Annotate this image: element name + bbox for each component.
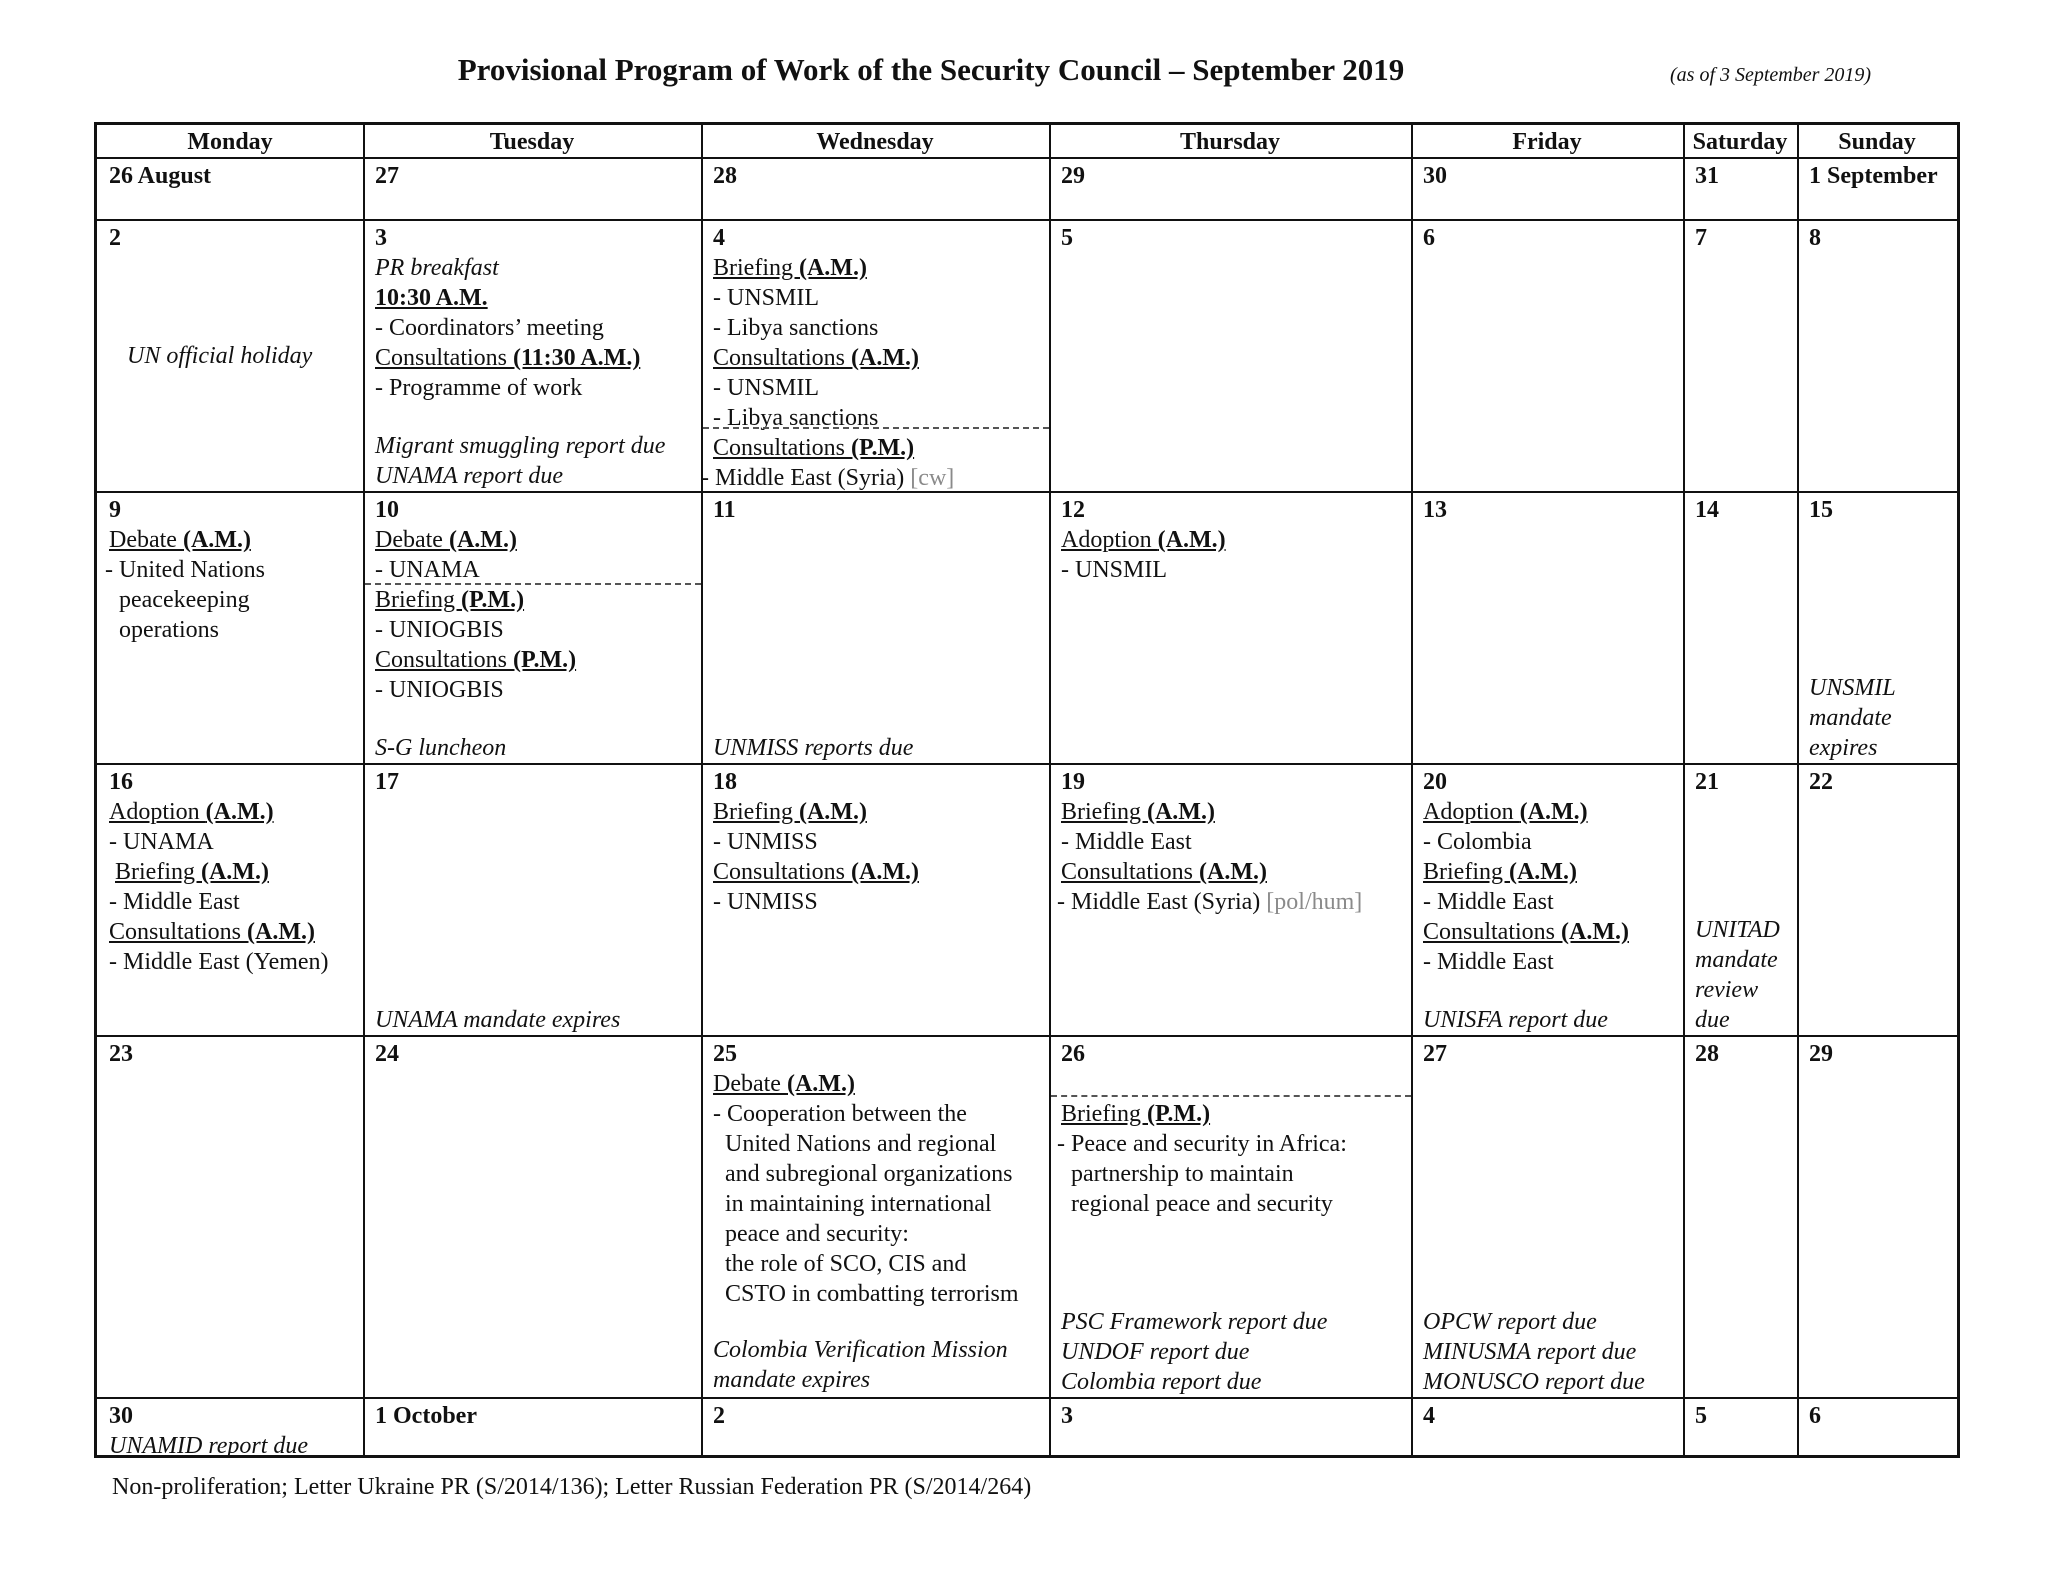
event-time: (A.M.) bbox=[851, 345, 919, 371]
event-type: Consultations bbox=[713, 859, 852, 885]
event-item: - Middle East bbox=[1423, 889, 1554, 915]
report-note: Migrant smuggling report due bbox=[375, 433, 666, 459]
event-item: - UNMISS bbox=[713, 889, 818, 915]
event-item: - Middle East bbox=[1423, 949, 1554, 975]
event-time: (P.M.) bbox=[851, 435, 915, 461]
event-item: - UNIOGBIS bbox=[375, 617, 504, 643]
day-cell-oct-6: 6 bbox=[1809, 1403, 1821, 1429]
day-number: 18 bbox=[713, 769, 737, 795]
report-note: UNAMA report due bbox=[375, 463, 563, 489]
day-number: 25 bbox=[713, 1041, 737, 1067]
day-cell-13: 13 bbox=[1423, 497, 1447, 523]
event-time: (A.M.) bbox=[1519, 799, 1588, 825]
event-item: the role of SCO, CIS and bbox=[725, 1251, 967, 1277]
header-wednesday: Wednesday bbox=[701, 125, 1049, 159]
day-number: 9 bbox=[109, 497, 121, 523]
day-number: 12 bbox=[1061, 497, 1085, 523]
report-note: UNSMIL bbox=[1809, 675, 1896, 701]
calendar-grid bbox=[94, 122, 1960, 1458]
event-time: (P.M.) bbox=[513, 647, 577, 673]
event-type: Consultations bbox=[375, 345, 514, 371]
report-note: PSC Framework report due bbox=[1061, 1309, 1328, 1335]
day-cell: 29 bbox=[1061, 163, 1085, 189]
day-number: 19 bbox=[1061, 769, 1085, 795]
day-cell-18 bbox=[701, 765, 1049, 1035]
day-cell-26: 26 bbox=[1061, 1041, 1085, 1067]
event-time: (A.M.) bbox=[851, 859, 919, 885]
event-time: (A.M.) bbox=[798, 255, 867, 281]
event-line: PR breakfast bbox=[375, 255, 499, 281]
day-cell-7: 7 bbox=[1695, 225, 1707, 251]
event-type: Briefing bbox=[713, 799, 799, 825]
day-cell-23: 23 bbox=[109, 1041, 133, 1067]
event-item: - United Nations bbox=[105, 557, 265, 583]
event-type: Adoption bbox=[109, 799, 206, 825]
day-cell-12 bbox=[1049, 493, 1411, 763]
event-item: - UNMISS bbox=[713, 829, 818, 855]
day-cell-oct-5: 5 bbox=[1695, 1403, 1707, 1429]
report-note: UNISFA report due bbox=[1423, 1007, 1608, 1033]
report-note: MONUSCO report due bbox=[1423, 1369, 1645, 1395]
event-type: Briefing bbox=[1423, 859, 1509, 885]
event-time: (P.M.) bbox=[460, 587, 525, 613]
day-cell-oct-1: 1 October bbox=[375, 1403, 477, 1429]
event-type: Consultations bbox=[1423, 919, 1562, 945]
day-number: 10 bbox=[375, 497, 399, 523]
report-note: MINUSMA report due bbox=[1423, 1339, 1637, 1365]
day-cell-21: 21 bbox=[1695, 769, 1719, 795]
event-type: Briefing bbox=[1061, 1101, 1147, 1127]
header-thursday: Thursday bbox=[1049, 125, 1411, 159]
event-item: - Libya sanctions bbox=[713, 405, 879, 431]
day-cell-26-events bbox=[1049, 1097, 1411, 1219]
day-number: 20 bbox=[1423, 769, 1447, 795]
page-title: Provisional Program of Work of the Security Council – September 2019 bbox=[457, 52, 1405, 87]
day-cell-8: 8 bbox=[1809, 225, 1821, 251]
event-item: CSTO in combatting terrorism bbox=[725, 1281, 1019, 1307]
event-item: - Middle East bbox=[1061, 829, 1192, 855]
day-cell: 26 August bbox=[109, 163, 212, 189]
day-cell: 30 bbox=[1423, 163, 1447, 189]
report-note: UNITAD bbox=[1695, 917, 1780, 943]
day-cell: 31 bbox=[1695, 163, 1719, 189]
holiday-note: UN official holiday bbox=[127, 343, 313, 369]
event-item: and subregional organizations bbox=[725, 1161, 1013, 1187]
event-item: peacekeeping bbox=[119, 587, 250, 613]
day-cell-20 bbox=[1411, 765, 1683, 1035]
event-time: (A.M.) bbox=[786, 1071, 855, 1097]
day-number: 2 bbox=[109, 225, 121, 251]
day-cell-4 bbox=[701, 221, 1049, 491]
day-cell-10 bbox=[363, 493, 701, 763]
report-note: mandate bbox=[1695, 947, 1778, 973]
event-time: (A.M.) bbox=[205, 799, 274, 825]
event-type: Debate bbox=[109, 527, 183, 553]
report-note: expires bbox=[1809, 735, 1878, 761]
day-cell-9 bbox=[97, 493, 363, 763]
day-number: 16 bbox=[109, 769, 133, 795]
event-type: Adoption bbox=[1423, 799, 1520, 825]
event-item: - Middle East (Yemen) bbox=[109, 949, 329, 975]
event-item: peace and security: bbox=[725, 1221, 909, 1247]
event-item: operations bbox=[119, 617, 219, 643]
day-cell-6: 6 bbox=[1423, 225, 1435, 251]
event-item: - Programme of work bbox=[375, 375, 583, 401]
event-item: - UNAMA bbox=[109, 829, 214, 855]
header-friday: Friday bbox=[1411, 125, 1683, 159]
day-cell-16 bbox=[97, 765, 363, 1035]
day-cell-14: 14 bbox=[1695, 497, 1719, 523]
day-cell-30 bbox=[97, 1399, 363, 1461]
day-cell-17: 17 bbox=[375, 769, 399, 795]
event-item: in maintaining international bbox=[725, 1191, 992, 1217]
event-time: (A.M.) bbox=[1157, 527, 1226, 553]
event-item: - Cooperation between the bbox=[713, 1101, 967, 1127]
event-type: Consultations bbox=[713, 345, 852, 371]
event-item: - UNSMIL bbox=[713, 285, 819, 311]
header-saturday: Saturday bbox=[1683, 125, 1797, 159]
report-note: UNAMID report due bbox=[109, 1433, 309, 1459]
day-cell-11: 11 bbox=[713, 497, 736, 523]
event-time: (A.M.) bbox=[247, 919, 315, 945]
day-cell: 1 September bbox=[1809, 163, 1938, 189]
report-note: review bbox=[1695, 977, 1759, 1003]
header-tuesday: Tuesday bbox=[363, 125, 701, 159]
day-cell-19 bbox=[1049, 765, 1411, 1035]
event-item: regional peace and security bbox=[1071, 1191, 1333, 1217]
event-item: - Middle East (Syria) bbox=[1057, 889, 1267, 915]
report-note: OPCW report due bbox=[1423, 1309, 1597, 1335]
event-type: Debate bbox=[375, 527, 449, 553]
event-type: Adoption bbox=[1061, 527, 1158, 553]
event-item: partnership to maintain bbox=[1071, 1161, 1294, 1187]
event-item: - UNAMA bbox=[375, 557, 480, 583]
day-number: 3 bbox=[375, 225, 387, 251]
event-time: (P.M.) bbox=[1146, 1101, 1211, 1127]
report-note: mandate expires bbox=[713, 1367, 871, 1393]
event-item: - UNSMIL bbox=[1061, 557, 1167, 583]
as-of-date: (as of 3 September 2019) bbox=[1670, 64, 1872, 86]
event-item: - UNSMIL bbox=[713, 375, 819, 401]
event-time: (11:30 A.M.) bbox=[513, 345, 641, 371]
day-cell-24: 24 bbox=[375, 1041, 399, 1067]
event-item: United Nations and regional bbox=[725, 1131, 997, 1157]
event-item: - Middle East bbox=[109, 889, 240, 915]
event-time: (A.M.) bbox=[798, 799, 867, 825]
event-type: Briefing bbox=[115, 859, 201, 885]
event-type: Consultations bbox=[1061, 859, 1200, 885]
report-note: UNDOF report due bbox=[1061, 1339, 1250, 1365]
event-item: - Coordinators’ meeting bbox=[375, 315, 604, 341]
tag-label: [cw] bbox=[910, 465, 955, 491]
event-time: (A.M.) bbox=[1199, 859, 1267, 885]
event-time: (A.M.) bbox=[1561, 919, 1629, 945]
event-item: - UNIOGBIS bbox=[375, 677, 504, 703]
report-note: Colombia Verification Mission bbox=[713, 1337, 1008, 1363]
event-item: - Peace and security in Africa: bbox=[1057, 1131, 1347, 1157]
header-sunday: Sunday bbox=[1797, 125, 1957, 159]
event-type: Consultations bbox=[713, 435, 852, 461]
event-type: Briefing bbox=[375, 587, 461, 613]
day-cell-27: 27 bbox=[1423, 1041, 1447, 1067]
event-type: Consultations bbox=[109, 919, 248, 945]
day-cell-28: 28 bbox=[1695, 1041, 1719, 1067]
report-note: Colombia report due bbox=[1061, 1369, 1262, 1395]
day-number: 30 bbox=[109, 1403, 133, 1429]
day-cell-oct-4: 4 bbox=[1423, 1403, 1435, 1429]
event-time: (A.M.) bbox=[200, 859, 269, 885]
event-time: (A.M.) bbox=[1146, 799, 1215, 825]
day-cell-29: 29 bbox=[1809, 1041, 1833, 1067]
day-number: 4 bbox=[713, 225, 725, 251]
report-note: UNMISS reports due bbox=[713, 735, 914, 761]
event-type: Debate bbox=[713, 1071, 787, 1097]
event-type: Consultations bbox=[375, 647, 514, 673]
event-type: Briefing bbox=[1061, 799, 1147, 825]
event-time: (A.M.) bbox=[1508, 859, 1577, 885]
day-cell-15: 15 bbox=[1809, 497, 1833, 523]
event-type: Briefing bbox=[713, 255, 799, 281]
day-cell-oct-2: 2 bbox=[713, 1403, 725, 1429]
day-cell-5: 5 bbox=[1061, 225, 1073, 251]
event-time: (A.M.) bbox=[448, 527, 517, 553]
tag-label: [pol/hum] bbox=[1266, 889, 1363, 915]
footnote: Non-proliferation; Letter Ukraine PR (S/2014/136); Letter Russian Federation PR (S/2014/264) bbox=[112, 1474, 1032, 1500]
header-monday: Monday bbox=[97, 125, 363, 159]
report-note: mandate bbox=[1809, 705, 1892, 731]
event-item: - Colombia bbox=[1423, 829, 1532, 855]
day-cell-22: 22 bbox=[1809, 769, 1833, 795]
report-note: due bbox=[1695, 1007, 1730, 1033]
report-note: S-G luncheon bbox=[375, 735, 507, 761]
event-item: - Middle East (Syria) bbox=[701, 465, 911, 491]
event-time: 10:30 A.M. bbox=[375, 285, 488, 311]
event-item: - Libya sanctions bbox=[713, 315, 879, 341]
day-cell: 27 bbox=[375, 163, 399, 189]
event-time: (A.M.) bbox=[182, 527, 251, 553]
day-cell-oct-3: 3 bbox=[1061, 1403, 1073, 1429]
day-cell: 28 bbox=[713, 163, 737, 189]
report-note: UNAMA mandate expires bbox=[375, 1007, 621, 1033]
